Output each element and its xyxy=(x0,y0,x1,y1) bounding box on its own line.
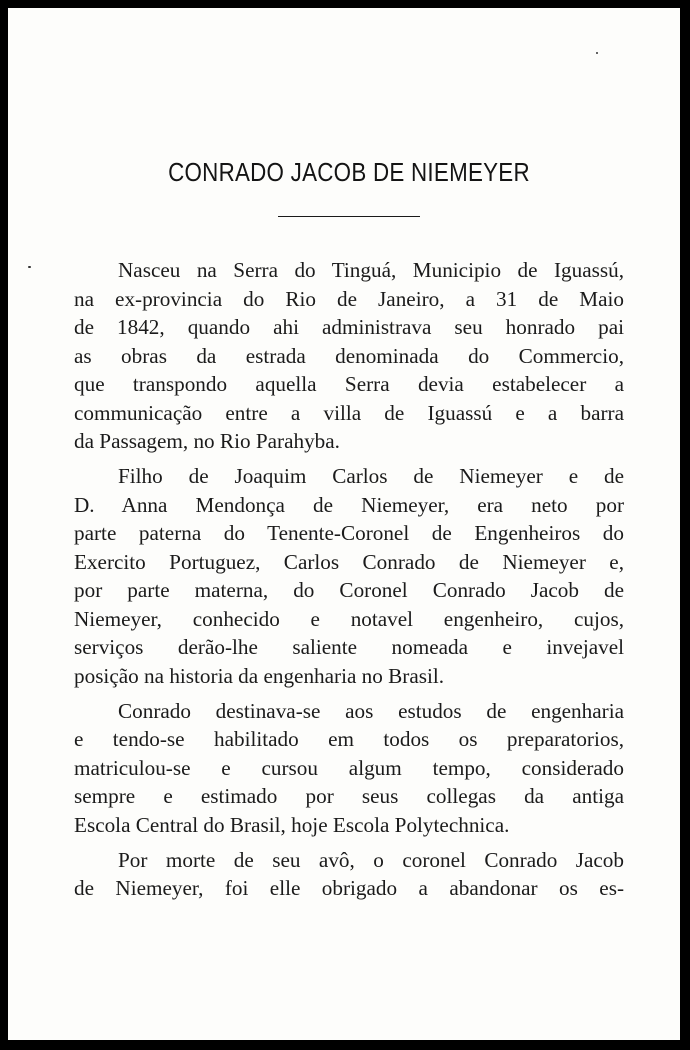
text-line: parte paterna do Tenente-Coronel de Engenheiros do xyxy=(74,521,624,545)
paper-speck xyxy=(596,52,598,54)
text-line: posição na historia da engenharia no Brasil. xyxy=(74,663,445,688)
text-line: de 1842, quando ahi administrava seu honrado pai xyxy=(74,315,624,339)
text-line: de Niemeyer, foi elle obrigado a abandonar os es- xyxy=(74,876,624,900)
text-line: Nasceu na Serra do Tinguá, Municipio de Iguassú, xyxy=(118,258,624,282)
text-line: communicação entre a villa de Iguassú e a barra xyxy=(74,400,624,425)
text-line: Conrado destinava-se aos estudos de engenharia xyxy=(118,698,624,723)
page-title: CONRADO JACOB DE NIEMEYER xyxy=(168,157,530,187)
title-divider xyxy=(278,216,420,217)
document-page xyxy=(8,8,680,1040)
text-line: Escola Central do Brasil, hoje Escola Polytechnica. xyxy=(74,812,510,837)
text-line: Por morte de seu avô, o coronel Conrado Jacob xyxy=(118,847,624,872)
text-line: na ex-provincia do Rio de Janeiro, a 31 de Maio xyxy=(74,286,624,311)
text-line: serviços derão-lhe saliente nomeada e invejavel xyxy=(74,635,624,659)
text-line: sempre e estimado por seus collegas da antiga xyxy=(74,784,624,808)
paragraph-1 xyxy=(74,256,624,456)
text-line: e tendo-se habilitado em todos os preparatorios, xyxy=(74,727,624,751)
paragraph-3 xyxy=(74,697,624,840)
paragraph-4 xyxy=(74,846,624,903)
text-line: matriculou-se e cursou algum tempo, considerado xyxy=(74,755,624,780)
paper-speck xyxy=(28,266,31,268)
text-line: as obras da estrada denominada do Commercio, xyxy=(74,343,624,368)
text-line: por parte materna, do Coronel Conrado Jacob de xyxy=(74,578,624,602)
text-line: Filho de Joaquim Carlos de Niemeyer e de xyxy=(118,464,624,488)
text-line: Niemeyer, conhecido e notavel engenheiro, cujos, xyxy=(74,606,624,631)
paragraph-2 xyxy=(74,462,624,690)
text-line: que transpondo aquella Serra devia estabelecer a xyxy=(74,372,624,396)
text-line: da Passagem, no Rio Parahyba. xyxy=(74,429,340,453)
body-text xyxy=(74,256,624,909)
text-line: Exercito Portuguez, Carlos Conrado de Niemeyer e, xyxy=(74,549,624,574)
text-line: D. Anna Mendonça de Niemeyer, era neto por xyxy=(74,492,624,517)
